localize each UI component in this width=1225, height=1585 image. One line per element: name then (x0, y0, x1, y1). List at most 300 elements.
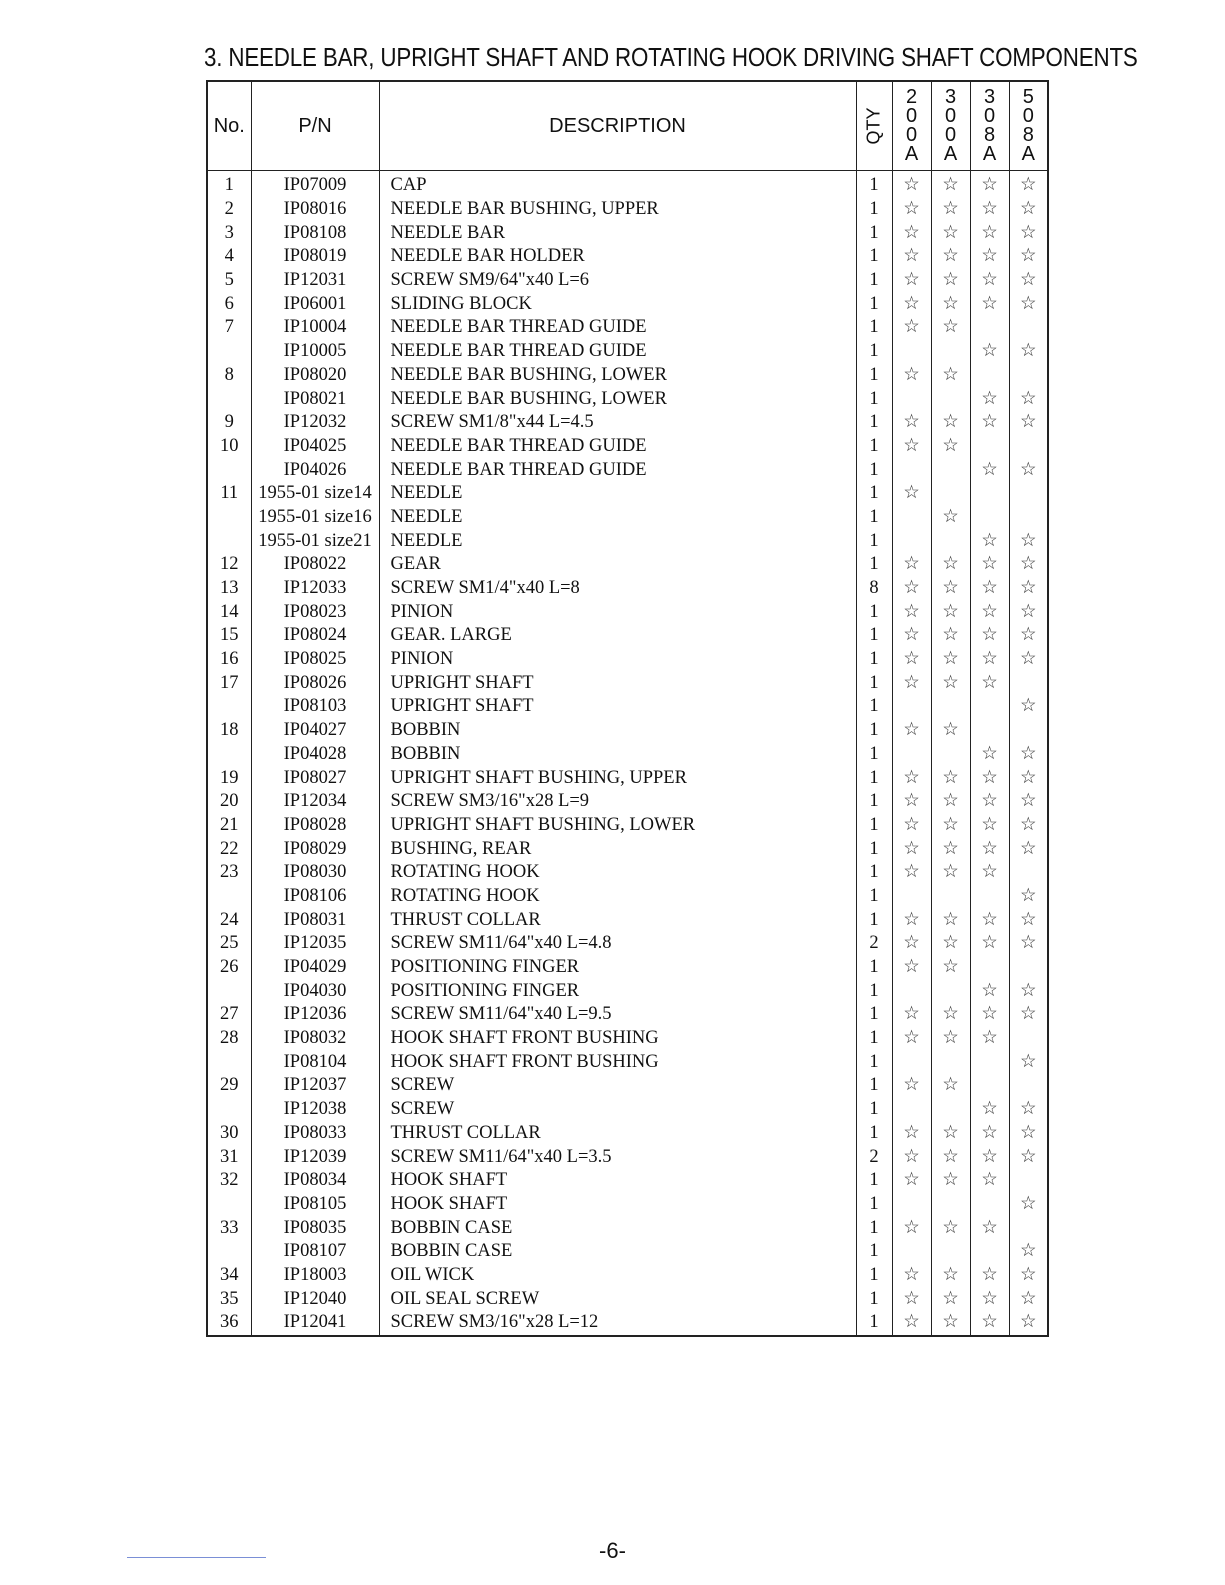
star-icon: ☆ (903, 1288, 920, 1309)
model-applicability-cell (931, 577, 970, 601)
part-qty: 1 (856, 1098, 892, 1122)
part-number-index (207, 1193, 251, 1217)
table-row (207, 364, 1048, 388)
part-description: BOBBIN (379, 743, 856, 767)
part-number-index (207, 340, 251, 364)
model-applicability-cell (931, 553, 970, 577)
star-icon: ☆ (903, 483, 920, 504)
part-qty: 1 (856, 1311, 892, 1336)
part-qty: 1 (856, 600, 892, 624)
table-row (207, 885, 1048, 909)
star-icon: ☆ (942, 933, 959, 954)
model-applicability-cell (1009, 529, 1048, 553)
page-number: -6- (599, 1538, 626, 1563)
header-pn: P/N (251, 81, 379, 171)
table-row (207, 221, 1048, 245)
model-char: 2 (905, 86, 918, 108)
star-icon: ☆ (1019, 625, 1037, 646)
model-char: 0 (1022, 105, 1034, 127)
star-icon: ☆ (903, 862, 920, 883)
star-icon: ☆ (981, 1170, 998, 1191)
model-applicability-cell (970, 292, 1009, 316)
table-row (207, 316, 1048, 340)
star-icon: ☆ (942, 199, 959, 220)
star-icon: ☆ (981, 838, 998, 859)
part-qty: 1 (856, 814, 892, 838)
part-qty: 1 (856, 171, 892, 198)
star-icon: ☆ (903, 1264, 920, 1285)
model-applicability-cell (1009, 198, 1048, 222)
part-description: NEEDLE (379, 506, 856, 530)
part-number-index (207, 506, 251, 530)
model-applicability-cell (970, 719, 1009, 743)
model-applicability-cell (970, 577, 1009, 601)
star-icon: ☆ (981, 909, 998, 930)
star-icon: ☆ (1019, 554, 1037, 575)
model-applicability-cell (1009, 1050, 1048, 1074)
model-applicability-cell (1009, 340, 1048, 364)
model-applicability-cell (970, 624, 1009, 648)
star-icon: ☆ (903, 199, 920, 220)
part-description: SCREW SM9/64"x40 L=6 (379, 269, 856, 293)
part-number-index: 4 (207, 245, 251, 269)
star-icon: ☆ (1019, 1004, 1037, 1025)
part-pn: IP08104 (251, 1050, 379, 1074)
model-applicability-cell (970, 1003, 1009, 1027)
part-description: UPRIGHT SHAFT (379, 695, 856, 719)
part-qty: 1 (856, 1169, 892, 1193)
part-number-index: 25 (207, 932, 251, 956)
model-applicability-cell (892, 198, 931, 222)
part-number-index: 26 (207, 956, 251, 980)
part-description: SCREW SM11/64"x40 L=9.5 (379, 1003, 856, 1027)
model-applicability-cell (970, 435, 1009, 459)
table-row (207, 245, 1048, 269)
part-pn: IP04025 (251, 435, 379, 459)
model-applicability-cell (931, 1240, 970, 1264)
part-description: NEEDLE BAR BUSHING, LOWER (379, 387, 856, 411)
part-number-index: 21 (207, 814, 251, 838)
table-row (207, 932, 1048, 956)
star-icon: ☆ (1019, 341, 1037, 362)
star-icon: ☆ (981, 672, 998, 693)
star-icon: ☆ (903, 1170, 920, 1191)
part-number-index: 16 (207, 648, 251, 672)
part-number-index: 18 (207, 719, 251, 743)
header-no: No. (207, 81, 251, 171)
table-row (207, 790, 1048, 814)
part-pn: IP08028 (251, 814, 379, 838)
star-icon: ☆ (942, 506, 959, 527)
model-applicability-cell (892, 766, 931, 790)
table-row (207, 1193, 1048, 1217)
star-icon: ☆ (903, 791, 920, 812)
part-qty: 1 (856, 387, 892, 411)
table-row (207, 695, 1048, 719)
part-pn: IP08106 (251, 885, 379, 909)
table-row (207, 340, 1048, 364)
part-qty: 1 (856, 908, 892, 932)
part-pn: IP12037 (251, 1074, 379, 1098)
star-icon: ☆ (903, 625, 920, 646)
model-applicability-cell (970, 648, 1009, 672)
star-icon: ☆ (942, 222, 959, 243)
part-pn: IP04027 (251, 719, 379, 743)
model-char: 0 (905, 105, 918, 127)
model-applicability-cell (892, 671, 931, 695)
model-applicability-cell (1009, 1122, 1048, 1146)
star-icon: ☆ (981, 222, 998, 243)
part-description: SCREW SM1/4"x40 L=8 (379, 577, 856, 601)
table-row (207, 1145, 1048, 1169)
part-description: CAP (379, 171, 856, 198)
star-icon: ☆ (1019, 222, 1037, 243)
star-icon: ☆ (981, 649, 998, 670)
part-qty: 1 (856, 861, 892, 885)
model-applicability-cell (892, 506, 931, 530)
part-description: NEEDLE BAR THREAD GUIDE (379, 458, 856, 482)
table-row (207, 553, 1048, 577)
part-pn: IP04026 (251, 458, 379, 482)
part-pn: IP08020 (251, 364, 379, 388)
part-qty: 1 (856, 743, 892, 767)
star-icon: ☆ (981, 530, 998, 551)
part-qty: 1 (856, 1240, 892, 1264)
model-applicability-cell (931, 1287, 970, 1311)
part-description: PINION (379, 600, 856, 624)
model-applicability-cell (970, 1027, 1009, 1051)
part-description: UPRIGHT SHAFT BUSHING, LOWER (379, 814, 856, 838)
model-applicability-cell (970, 198, 1009, 222)
part-number-index: 9 (207, 411, 251, 435)
part-number-index: 30 (207, 1122, 251, 1146)
model-applicability-cell (1009, 1216, 1048, 1240)
part-description: OIL WICK (379, 1264, 856, 1288)
model-applicability-cell (892, 837, 931, 861)
part-number-index (207, 979, 251, 1003)
model-applicability-cell (892, 1240, 931, 1264)
table-row (207, 979, 1048, 1003)
table-row (207, 1098, 1048, 1122)
part-qty: 1 (856, 1122, 892, 1146)
model-applicability-cell (931, 364, 970, 388)
table-row (207, 171, 1048, 198)
model-applicability-cell (931, 814, 970, 838)
star-icon: ☆ (903, 578, 920, 599)
model-applicability-cell (970, 411, 1009, 435)
model-applicability-cell (1009, 1311, 1048, 1336)
star-icon: ☆ (903, 435, 920, 456)
footer-rule (127, 1557, 266, 1558)
model-applicability-cell (892, 1098, 931, 1122)
star-icon: ☆ (942, 364, 959, 385)
model-applicability-cell (931, 1216, 970, 1240)
part-description: SCREW (379, 1098, 856, 1122)
model-applicability-cell (892, 1050, 931, 1074)
part-pn: IP08026 (251, 671, 379, 695)
model-applicability-cell (892, 553, 931, 577)
part-pn: IP12032 (251, 411, 379, 435)
model-applicability-cell (931, 506, 970, 530)
model-applicability-cell (1009, 171, 1048, 198)
model-applicability-cell (931, 932, 970, 956)
model-applicability-cell (892, 814, 931, 838)
table-row (207, 743, 1048, 767)
model-applicability-cell (1009, 766, 1048, 790)
part-description: ROTATING HOOK (379, 861, 856, 885)
star-icon: ☆ (1019, 1193, 1037, 1214)
part-number-index (207, 885, 251, 909)
star-icon: ☆ (903, 175, 920, 196)
model-applicability-cell (892, 316, 931, 340)
table-row (207, 458, 1048, 482)
part-qty: 1 (856, 695, 892, 719)
model-applicability-cell (892, 269, 931, 293)
part-number-index: 29 (207, 1074, 251, 1098)
part-number-index (207, 1240, 251, 1264)
part-description: THRUST COLLAR (379, 1122, 856, 1146)
model-applicability-cell (931, 624, 970, 648)
star-icon: ☆ (981, 980, 998, 1001)
part-description: THRUST COLLAR (379, 908, 856, 932)
part-qty: 1 (856, 364, 892, 388)
model-applicability-cell (1009, 458, 1048, 482)
model-applicability-cell (1009, 1193, 1048, 1217)
model-char: 0 (944, 124, 957, 146)
part-number-index (207, 1098, 251, 1122)
model-applicability-cell (1009, 245, 1048, 269)
part-description: POSITIONING FINGER (379, 956, 856, 980)
star-icon: ☆ (903, 293, 920, 314)
model-char: 0 (944, 105, 957, 127)
part-pn: IP04028 (251, 743, 379, 767)
part-qty: 1 (856, 553, 892, 577)
part-pn: IP08023 (251, 600, 379, 624)
model-applicability-cell (970, 1098, 1009, 1122)
model-applicability-cell (931, 1098, 970, 1122)
model-applicability-cell (1009, 790, 1048, 814)
part-number-index: 23 (207, 861, 251, 885)
star-icon: ☆ (1019, 1051, 1037, 1072)
model-applicability-cell (931, 979, 970, 1003)
part-pn: IP08027 (251, 766, 379, 790)
model-applicability-cell (931, 482, 970, 506)
model-applicability-cell (892, 648, 931, 672)
model-applicability-cell (931, 837, 970, 861)
star-icon: ☆ (1019, 578, 1037, 599)
part-number-index: 3 (207, 221, 251, 245)
part-qty: 1 (856, 837, 892, 861)
star-icon: ☆ (903, 909, 920, 930)
table-row (207, 861, 1048, 885)
star-icon: ☆ (1019, 1241, 1037, 1262)
part-qty: 1 (856, 435, 892, 459)
part-qty: 1 (856, 956, 892, 980)
header-model-300a (931, 81, 970, 171)
model-applicability-cell (892, 292, 931, 316)
part-number-index: 22 (207, 837, 251, 861)
part-pn: IP08021 (251, 387, 379, 411)
part-description: GEAR (379, 553, 856, 577)
part-description: BOBBIN (379, 719, 856, 743)
star-icon: ☆ (903, 246, 920, 267)
table-row (207, 1216, 1048, 1240)
part-number-index: 20 (207, 790, 251, 814)
model-char: 0 (905, 124, 918, 146)
star-icon: ☆ (981, 791, 998, 812)
star-icon: ☆ (942, 838, 959, 859)
model-applicability-cell (970, 1050, 1009, 1074)
part-pn: IP18003 (251, 1264, 379, 1288)
table-row (207, 506, 1048, 530)
table-row (207, 387, 1048, 411)
model-applicability-cell (970, 1287, 1009, 1311)
part-pn: IP08022 (251, 553, 379, 577)
part-description: PINION (379, 648, 856, 672)
star-icon: ☆ (942, 909, 959, 930)
header-model-308a (970, 81, 1009, 171)
star-icon: ☆ (903, 601, 920, 622)
star-icon: ☆ (1019, 1146, 1037, 1167)
model-applicability-cell (1009, 506, 1048, 530)
part-pn: IP12039 (251, 1145, 379, 1169)
table-row (207, 529, 1048, 553)
part-pn: IP08108 (251, 221, 379, 245)
star-icon: ☆ (942, 791, 959, 812)
table-row (207, 482, 1048, 506)
model-applicability-cell (931, 435, 970, 459)
model-applicability-cell (970, 1311, 1009, 1336)
part-description: OIL SEAL SCREW (379, 1287, 856, 1311)
model-applicability-cell (1009, 1145, 1048, 1169)
model-char: 0 (983, 105, 996, 127)
parts-table-body (207, 171, 1048, 1336)
part-pn: IP08035 (251, 1216, 379, 1240)
model-applicability-cell (892, 1311, 931, 1336)
star-icon: ☆ (903, 412, 920, 433)
part-pn: IP10005 (251, 340, 379, 364)
part-number-index: 8 (207, 364, 251, 388)
star-icon: ☆ (942, 554, 959, 575)
part-pn: IP04030 (251, 979, 379, 1003)
model-applicability-cell (970, 1264, 1009, 1288)
model-applicability-cell (931, 1145, 970, 1169)
model-applicability-cell (931, 695, 970, 719)
star-icon: ☆ (942, 649, 959, 670)
table-row (207, 1027, 1048, 1051)
header-model-200a (892, 81, 931, 171)
part-qty: 1 (856, 648, 892, 672)
part-pn: IP12041 (251, 1311, 379, 1336)
star-icon: ☆ (942, 270, 959, 291)
part-description: HOOK SHAFT (379, 1193, 856, 1217)
model-char: A (943, 143, 958, 165)
star-icon: ☆ (981, 862, 998, 883)
star-icon: ☆ (942, 672, 959, 693)
part-number-index: 17 (207, 671, 251, 695)
model-applicability-cell (1009, 435, 1048, 459)
model-applicability-cell (892, 719, 931, 743)
star-icon: ☆ (942, 862, 959, 883)
model-applicability-cell (892, 387, 931, 411)
part-qty: 1 (856, 1264, 892, 1288)
star-icon: ☆ (1019, 909, 1037, 930)
star-icon: ☆ (942, 435, 959, 456)
model-applicability-cell (931, 600, 970, 624)
header-qty (856, 81, 892, 171)
star-icon: ☆ (981, 1146, 998, 1167)
model-applicability-cell (1009, 1240, 1048, 1264)
part-qty: 1 (856, 766, 892, 790)
star-icon: ☆ (1019, 246, 1037, 267)
table-row (207, 908, 1048, 932)
part-qty: 1 (856, 316, 892, 340)
model-applicability-cell (931, 1003, 970, 1027)
model-applicability-cell (892, 956, 931, 980)
star-icon: ☆ (903, 838, 920, 859)
star-icon: ☆ (1019, 1264, 1037, 1285)
part-number-index (207, 743, 251, 767)
star-icon: ☆ (981, 554, 998, 575)
part-number-index: 34 (207, 1264, 251, 1288)
part-qty: 1 (856, 1003, 892, 1027)
star-icon: ☆ (903, 1028, 920, 1049)
part-description: HOOK SHAFT FRONT BUSHING (379, 1050, 856, 1074)
model-applicability-cell (931, 1193, 970, 1217)
part-qty: 2 (856, 1145, 892, 1169)
star-icon: ☆ (942, 1122, 959, 1143)
part-pn: IP08103 (251, 695, 379, 719)
model-applicability-cell (892, 979, 931, 1003)
table-row (207, 1264, 1048, 1288)
part-pn: 1955-01 size21 (251, 529, 379, 553)
part-description: SCREW SM3/16"x28 L=9 (379, 790, 856, 814)
model-applicability-cell (892, 577, 931, 601)
star-icon: ☆ (1019, 743, 1037, 764)
star-icon: ☆ (1019, 601, 1037, 622)
star-icon: ☆ (981, 767, 998, 788)
model-applicability-cell (931, 411, 970, 435)
table-row (207, 435, 1048, 459)
part-number-index: 28 (207, 1027, 251, 1051)
part-description: BOBBIN CASE (379, 1216, 856, 1240)
model-applicability-cell (970, 340, 1009, 364)
model-applicability-cell (970, 221, 1009, 245)
part-pn: IP08034 (251, 1169, 379, 1193)
star-icon: ☆ (903, 767, 920, 788)
model-applicability-cell (970, 932, 1009, 956)
table-row (207, 1311, 1048, 1336)
star-icon: ☆ (1019, 459, 1037, 480)
part-description: SCREW SM11/64"x40 L=4.8 (379, 932, 856, 956)
star-icon: ☆ (942, 1075, 959, 1096)
model-applicability-cell (1009, 411, 1048, 435)
model-applicability-cell (931, 719, 970, 743)
model-applicability-cell (892, 790, 931, 814)
part-number-index: 11 (207, 482, 251, 506)
part-number-index: 35 (207, 1287, 251, 1311)
part-pn: IP04029 (251, 956, 379, 980)
part-pn: IP08032 (251, 1027, 379, 1051)
model-applicability-cell (970, 458, 1009, 482)
star-icon: ☆ (981, 412, 998, 433)
star-icon: ☆ (1019, 933, 1037, 954)
star-icon: ☆ (903, 957, 920, 978)
star-icon: ☆ (1019, 1099, 1037, 1120)
model-applicability-cell (1009, 908, 1048, 932)
model-applicability-cell (931, 1169, 970, 1193)
table-row (207, 198, 1048, 222)
